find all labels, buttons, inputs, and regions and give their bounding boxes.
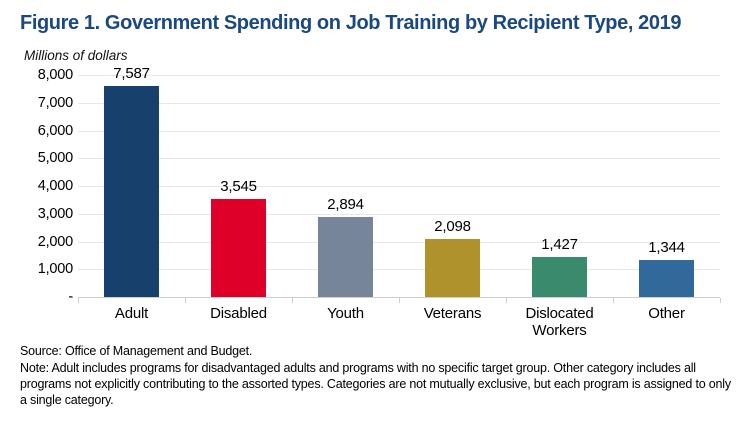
bar-value-label-adult: 7,587 xyxy=(113,65,150,82)
bar-value-label-dislocated-workers: 1,427 xyxy=(541,236,578,253)
figure-title: Figure 1. Government Spending on Job Training by Recipient Type, 2019 xyxy=(20,12,682,34)
bar-dislocated-workers xyxy=(532,257,587,297)
units-label: Millions of dollars xyxy=(24,48,128,63)
x-axis-tick xyxy=(78,298,79,303)
category-label-disabled: Disabled xyxy=(210,305,267,322)
category-label-dislocated-workers: Dislocated Workers xyxy=(525,305,594,339)
y-tick-label-1000: 1,000 xyxy=(37,261,73,278)
category-label-other: Other xyxy=(648,305,685,322)
bar-adult xyxy=(104,86,159,297)
category-label-adult: Adult xyxy=(114,305,149,322)
y-tick-label-8000: 8,000 xyxy=(37,67,73,83)
gridline-1000 xyxy=(78,269,720,270)
gridline-7000 xyxy=(78,103,720,104)
source-note: Source: Office of Management and Budget. xyxy=(20,344,253,358)
x-axis-tick xyxy=(720,298,721,303)
category-label-veterans: Veterans xyxy=(423,305,482,322)
gridline-4000 xyxy=(78,186,720,187)
footnote: Note: Adult includes programs for disadvantaged adults and programs with no specific target group. Other category includes all programs not explicitly contributing to the assorted types. Categories are not mutually exclusive, but each program is assigned to only a single category. xyxy=(20,361,731,407)
gridline-6000 xyxy=(78,131,720,132)
y-tick-label-7000: 7,000 xyxy=(37,94,73,111)
y-tick-label-6000: 6,000 xyxy=(37,122,73,139)
gridline-5000 xyxy=(78,158,720,159)
y-axis-labels xyxy=(8,67,73,305)
x-axis-tick xyxy=(399,298,400,303)
bar-veterans xyxy=(425,239,480,297)
bar-youth xyxy=(318,217,373,297)
x-axis-tick xyxy=(506,298,507,303)
y-tick-label-4000: 4,000 xyxy=(37,178,73,194)
bar-value-label-disabled: 3,545 xyxy=(220,178,257,195)
bar-value-label-other: 1,344 xyxy=(648,239,685,256)
bar-other xyxy=(639,260,694,297)
gridline-3000 xyxy=(78,214,720,215)
category-label-youth: Youth xyxy=(327,305,364,322)
x-axis-category-labels xyxy=(78,305,720,339)
x-axis-tick xyxy=(613,298,614,303)
y-tick-label-zero: - xyxy=(68,289,73,305)
y-tick-label-5000: 5,000 xyxy=(37,150,73,167)
y-tick-label-2000: 2,000 xyxy=(37,233,73,250)
bar-value-label-veterans: 2,098 xyxy=(434,218,471,235)
x-axis-tick xyxy=(292,298,293,303)
y-tick-label-3000: 3,000 xyxy=(37,205,73,222)
plot-area xyxy=(78,65,720,297)
bar-value-label-youth: 2,894 xyxy=(327,196,364,213)
x-axis-tick xyxy=(185,298,186,303)
bar-disabled xyxy=(211,199,266,297)
